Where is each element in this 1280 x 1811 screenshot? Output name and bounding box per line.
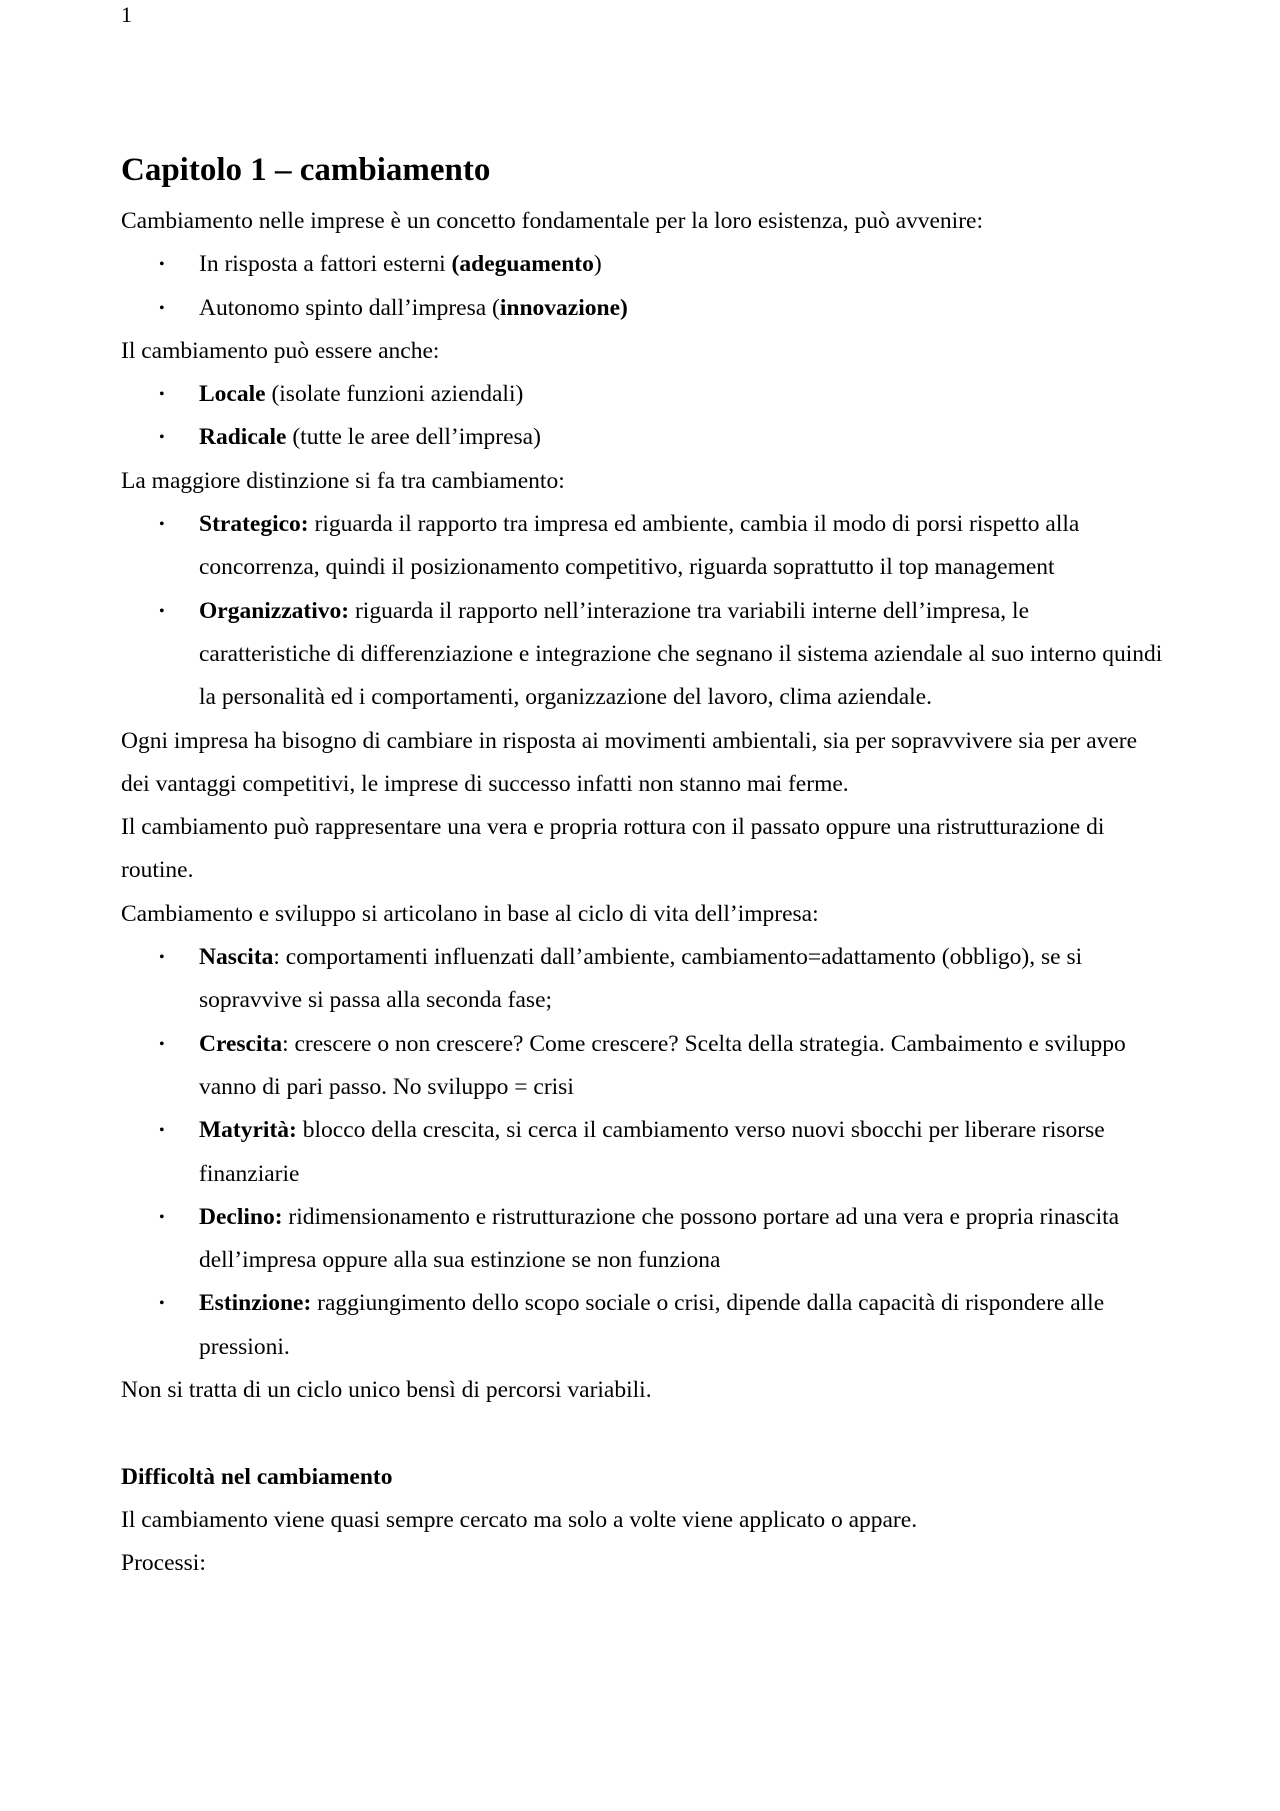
life-cycle-list [121, 936, 1171, 1369]
paragraph: Ogni impresa ha bisogno di cambiare in risposta ai movimenti ambientali, sia per sopravvivere sia per avere dei vantaggi competitivi, le imprese di successo infatti non stanno mai ferme. [121, 727, 1138, 797]
intro-paragraph: Cambiamento nelle imprese è un concetto fondamentale per la loro esistenza, può avvenire: [121, 208, 983, 234]
paragraph: Processi: [121, 1550, 206, 1577]
chapter-title: Capitolo 1 – cambiamento [121, 152, 491, 188]
bullet-icon: • [159, 1122, 165, 1140]
list-item: • Strategico: riguarda il rapporto tra impresa ed ambiente, cambia il modo di porsi rispetto alla concorrenza, quindi il posizionamento competitivo, riguarda soprattutto il top management [121, 503, 1171, 590]
list-item: • Crescita: crescere o non crescere? Come crescere? Scelta della strategia. Cambaimento e sviluppo vanno di pari passo. No sviluppo = crisi [121, 1023, 1171, 1110]
blank-line [121, 1412, 1171, 1455]
paragraph: Il cambiamento può rappresentare una vera e propria rottura con il passato oppure una ristrutturazione di routine. [121, 814, 1105, 884]
list-item: • Matyrità: blocco della crescita, si cerca il cambiamento verso nuovi sbocchi per liberare risorse finanziarie [121, 1109, 1171, 1196]
bullet-icon: • [159, 949, 165, 967]
list-item: • Declino: ridimensionamento e ristrutturazione che possono portare ad una vera e propria rinascita dell’impresa oppure alla sua estinzione se non funziona [121, 1196, 1171, 1283]
list-item: • Estinzione: raggiungimento dello scopo sociale o crisi, dipende dalla capacità di rispondere alle pressioni. [121, 1282, 1171, 1369]
bullet-icon: • [159, 1295, 165, 1313]
bullet-icon: • [159, 1208, 165, 1226]
paragraph: Cambiamento e sviluppo si articolano in base al ciclo di vita dell’impresa: [121, 900, 819, 927]
bullet-icon: • [159, 602, 165, 620]
list-item: • Nascita: comportamenti influenzati dall’ambiente, cambiamento=adattamento (obbligo), se si sopravvive si passa alla seconda fase; [121, 936, 1171, 1023]
document-body [121, 148, 1171, 1586]
list-item: • Organizzativo: riguarda il rapporto nell’interazione tra variabili interne dell’impresa, le caratteristiche di differenziazione e integrazione che segnano il sistema aziendale al suo interno quindi la personalità ed i comportamenti, organizzazione del lavoro, clima aziendale. [121, 590, 1171, 720]
page-number: 1 [121, 2, 132, 27]
bullet-icon: • [159, 299, 165, 317]
bullet-icon: • [159, 429, 165, 447]
paragraph: Il cambiamento può essere anche: [121, 337, 440, 364]
bullet-icon: • [159, 1035, 165, 1053]
paragraph: Il cambiamento viene quasi sempre cercato ma solo a volte viene applicato o appare. [121, 1506, 918, 1533]
list-item: • In risposta a fattori esterni (adeguamento) [121, 243, 1171, 286]
paragraph: Non si tratta di un ciclo unico bensì di percorsi variabili. [121, 1377, 652, 1404]
bullet-icon: • [159, 256, 165, 274]
paragraph: La maggiore distinzione si fa tra cambiamento: [121, 467, 565, 494]
list-item: • Locale (isolate funzioni aziendali) [121, 373, 1171, 416]
bullet-icon: • [159, 386, 165, 404]
bullet-icon: • [159, 516, 165, 534]
change-triggers-list [121, 243, 1171, 330]
section-heading: Difficoltà nel cambiamento [121, 1463, 393, 1490]
change-scope-list [121, 373, 1171, 460]
list-item: • Autonomo spinto dall’impresa (innovazione) [121, 287, 1171, 330]
list-item: • Radicale (tutte le aree dell’impresa) [121, 416, 1171, 459]
change-type-list [121, 503, 1171, 719]
